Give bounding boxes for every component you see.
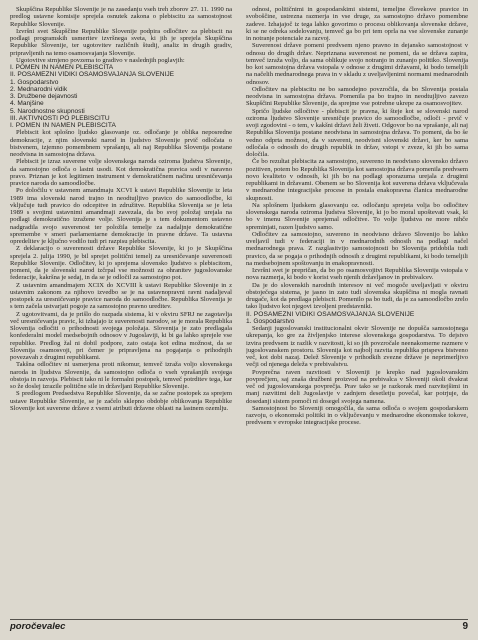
section-heading: II. POSAMEZNI VIDIKI OSAMOSVAJANJA SLOVENIJE [246,310,415,318]
paragraph: Sedanji jugoslovanski institucionalni okvir Slovenije ne dopušča samostojnega ukrepanja, ko gre za življenjsko interese slovenskega gospodarstva. To dejstvo izvira predvsem iz razlik v razvitosti, ki so jih povzročale neenakomerne razmere v jugoslovanskem prostoru. Slovenija kot najbolj razvita republika prispeva bistveno več, kot dobi nazaj. Delež Slovenije v prihodkih zvezne države je neprimerljivo večji od njenega deleža v prebivalstvu. [246,325,468,369]
paragraph: S predlogom Predsedstva Republike Slovenije, da se začne postopek za sprejem ustave Republike Slovenije, se je začelo sklepno obdobje oblikovanja Republike Slovenije kot suverene države z vsemi atributi državne oblasti na lastnem ozemlju. [10,390,232,412]
paragraph: Odločitev za samostojno, suvereno in neodvisno državo Slovenijo bo lahko uveljavil tudi v federaciji in v mednarodnih odnosih na podlagi načel mednarodnega prava. Z razglasitvijo samostojnosti bo Slovenija pridobila tudi pravico, da se pogaja o prihodnjih odnosih z drugimi republikami, ki bodo temeljili na medsebojnem spoštovanju in enakopravnosti. [246,230,468,267]
paragraph: Z deklaracijo o suverenosti države Republike Slovenije, ki jo je Skupščina sprejela 2. julija 1990, je bil sprejet politični temelj za uresničevanje suverenosti Republike Slovenije. Odločitev, ki jo sprejema slovensko ljudstvo s plebiscitom, pomeni, da je slovenski narod izčrpal vse možnosti za ohranitev jugoslovanske federacije, kakršna je sedaj, in da se je odločil za samostojno pot. [10,245,232,282]
paragraph: Plebiscit kot splošno ljudsko glasovanje oz. odločanje je oblika neposredne demokracije, z njim slovenski narod in ljudstvo Slovenije prvič odločata o bistvenem, izjemno pomembnem vprašanju, ali naj Republika Slovenija postane neodvisna in samostojna država. [10,129,232,158]
paragraph: Ugotovitve strnjeno povzema to gradivo v naslednjih poglavjih: [16,56,185,64]
paragraph: Samostojnost bo Sloveniji omogočila, da sama odloča o svojem gospodarskem razvoju, o ekonomski politiki in o vključevanju v mednarodne ekonomske tokove, predvsem v evropske integracijske procese. [246,404,468,427]
paragraph: Z ustavnim amandmajem XCIX do XCVIII k ustavi Republike Slovenije in z ustavnim zakonom za njihovo izvedbo se je na ustavnopravni ravni nadaljeval postopek za uresničevanje pravice naroda do samoodločbe. Republika Slovenija je s tem začela ustvarjati pogoje za samostojno pravno ureditev. [10,281,232,311]
paragraph: Z ugotovitvami, da je prišlo do razpada sistema, ki v okviru SFRJ ne zagotavlja več uresničevanja pravic, ki izhajajo iz suverenosti narodov, se je morala Republika Slovenija odločiti o prihodnosti svojega položaja. Slovenija je zato predlagala konfederalni model medsebojnih odnosov v Jugoslaviji, ki bi ga lahko sprejele vse republike. Predlog žal ni dobil podpore, zato ostaja kot edina možnost, da se Slovenija osamosvoji, pri čemer je pripravljena na pogajanja o prihodnjih povezavah z drugimi republikami. [10,310,232,361]
paragraph: Plebiscit je izraz suverene volje slovenskega naroda oziroma ljudstva Slovenije, da samostojno odloča o lastni usodi. Kot demokratična pravica sodi v naravno pravo. Priznan je kot legitimen instrument v demokratičnem načinu uresničevanja pravice naroda do samoodločbe. [10,158,232,187]
outline-item: 2. Mednarodni vidik [10,85,68,93]
paragraph: Takšna odločitev ni usmerjena proti nikomur, temveč izraža voljo slovenskega naroda in ljudstva Slovenije, da samostojno odloča o vseh vprašanjih svojega obstoja in razvoja. Plebiscit tako ni le formalni postopek, temveč potrditev tega, kar so že doslej izrazile politične sile in državljani Republike Slovenije. [10,361,232,390]
footer-divider [10,619,468,620]
paragraph: Suverenost države pomeni predvsem njeno pravno in dejansko samostojnost v odnosu do drugih držav. Nepriznana suverenost ne pomeni, da se država zapira, temveč izraža voljo, da sama oblikuje svojo notranjo in zunanjo politiko. Slovenija bo kot samostojna država vstopala v odnose z drugimi državami, ki bodo temeljili na načelih mednarodnega prava in v skladu z uveljavljenimi normami mednarodnih odnosov. [246,42,468,86]
paragraph: Po določilu v ustavnem amandmaju XCVI k ustavi Republike Slovenije iz leta 1989 ima slovenski narod trajno in neodtujljivo pravico do samoodločbe, ki vključuje tudi pravico do odcepitve in združitve. Republika Slovenija se je leta 1989 s svojimi ustavnimi amandmaji zavezala, da bo svoj položaj urejala na podlagi demokratično izražene volje. Slovenija je s tem dokumentom ustavno nadgradila svojo suverenost ter položila temelje za nadaljnje demokratične spremembe v smeri parlamentarne demokracije in pravne države. Ta ustavna opredelitev je ključno vodilo tudi pri razpisu plebiscita. [10,187,232,245]
paragraph: Izvršni svet je prepričan, da bo po osamosvojitvi Republika Slovenija vstopala v nova razmerja, ki bodo v korist vseh njenih državljanov in prebivalcev. [246,267,468,282]
outline-item: 1. Gospodarstvo [10,78,59,86]
paragraph: Če bo rezultat plebiscita za samostojno, suvereno in neodvisno slovensko državo pozitiven, potem bo Republika Slovenija kot samostojna država pomenila predvsem novo kvaliteto v odnosih, ki jih bo na podlagi sporazuma urejala z drugimi republikami in državami. Obenem se bo Slovenija kot suverena država vključevala v mednarodne integracijske procese in postala enakopravna članica mednarodne skupnosti. [246,158,468,202]
outline-item: 1. Gospodarstvo [246,317,295,325]
publication-name: poročevalec [10,621,66,632]
paragraph: Skupščina Republike Slovenije je na zasedanju vseh treh zborov 27. 11. 1990 na predlog ustavne komisije sprejela osnutek zakona o plebiscitu za samostojnost Republike Slovenije. [10,6,232,28]
section-heading: I. POMEN IN NAMEN PLEBISCITA [10,122,116,129]
paragraph: Na splošnem ljudskem glasovanju oz. odločanju sprejeta volja bo odločitev slovenskega naroda oziroma ljudstva Slovenije, ki jo bo moral upoštevati vsak, ki bo v imenu Slovenije sprejemal odločitve. To volje ljudstva ne more nihče spreminjati, razen ljudstvo samo. [246,201,468,231]
paragraph: Odločitev na plebiscitu ne bo samodejno povzročila, da bo Slovenija postala neodvisna in samostojna država. Pomenila pa bo trajno in neodtujljivo zavezo Skupščini Republike Slovenije, da sprejme vse potrebne ukrepe za osamosvojitev. [246,85,468,108]
paragraph: Povprečna raven razvitosti v Sloveniji je krepko nad jugoslovanskim povprečjem, saj znaša družbeni proizvod na prebivalca v Sloveniji okoli dvakrat več od jugoslovanskega povprečja. Prav tako se je razkorak med razvitejšimi in manj razvitimi deli Jugoslavije v zadnjem desetletju povečal, kar potrjuje, da dosedanji sistem pomoči ni dosegel svojega namena. [246,368,468,405]
paragraph: odnosi, političnimi in gospodarskimi sistemi, temeljne človekove pravice in svoboščine, ustrezna razmerja in vse druge, za samostojno državo pomembne zadeve. Izhajajoč iz tega lahko govorimo o procesu oblikovanja slovenske države, ki se ne odreka sodelovanju, temveč ga bo pri tem oprla na vse slovenske zunanje in notranje potenciale za razvoj. [246,6,468,42]
outline-item: III. AKTIVNOSTI PO PLEBISCITU [10,114,110,122]
outline-item: 5. Narodnostne skupnosti [10,107,85,115]
left-text-column [10,6,232,613]
right-text-column [246,6,468,613]
paragraph: Da je do slovenskih narodnih interesov ni več mogoče uveljavljati v okviru obstoječega sistema, je jasno in zato tudi slovenska skupščina ni mogla ravnati drugače, kot da predlaga plebiscit. Pomenilo pa bo tudi, da je za samoodločbo zrelo tako ljudstvo kot njegovi izvoljeni predstavniki. [246,281,468,311]
paragraph: Spričo ljudske odločitve - plebiscit je pravna, ki šteje kot se slovenski narod oziroma ljudstvo Slovenije uresničuje pravico do samoodločbe, odloči - prvič v svoji zgodovini - o tem, v kakšni državi želi živeti. Odgovor bo na vprašanje, ali naj Republika Slovenija postane neodvisna in samostojna država. To pomeni, da bo še vedno odprta možnost, da v suvereni, neodvisni slovenski državi, ker bo sama odločala o odnosih do drugih republik in držav, vstopi v zveze, ki jih bo sama določila. [246,107,468,158]
outline-item: II. POSAMEZNI VIDIKI OSAMOSVAJANJA SLOVENIJE [10,71,175,79]
outline-item: 3. Družbene dejavnosti [10,93,78,100]
page-number: 9 [462,621,468,632]
paragraph: Izvršni svet Skupščine Republike Slovenije podpira odločitev za plebiscit na podlagi programskih usmeritev izvršnega sveta, ki jih je sprejela Skupščina Republike Slovenije, ter ugotovitev različnih študij, analiz in drugih gradiv, pripravljenih na temo osamosvajanja Slovenije. [10,27,232,57]
outline-item: I. POMEN IN NAMEN PLEBISCITA [10,64,114,71]
outline-item: 4. Manjšine [10,100,44,108]
